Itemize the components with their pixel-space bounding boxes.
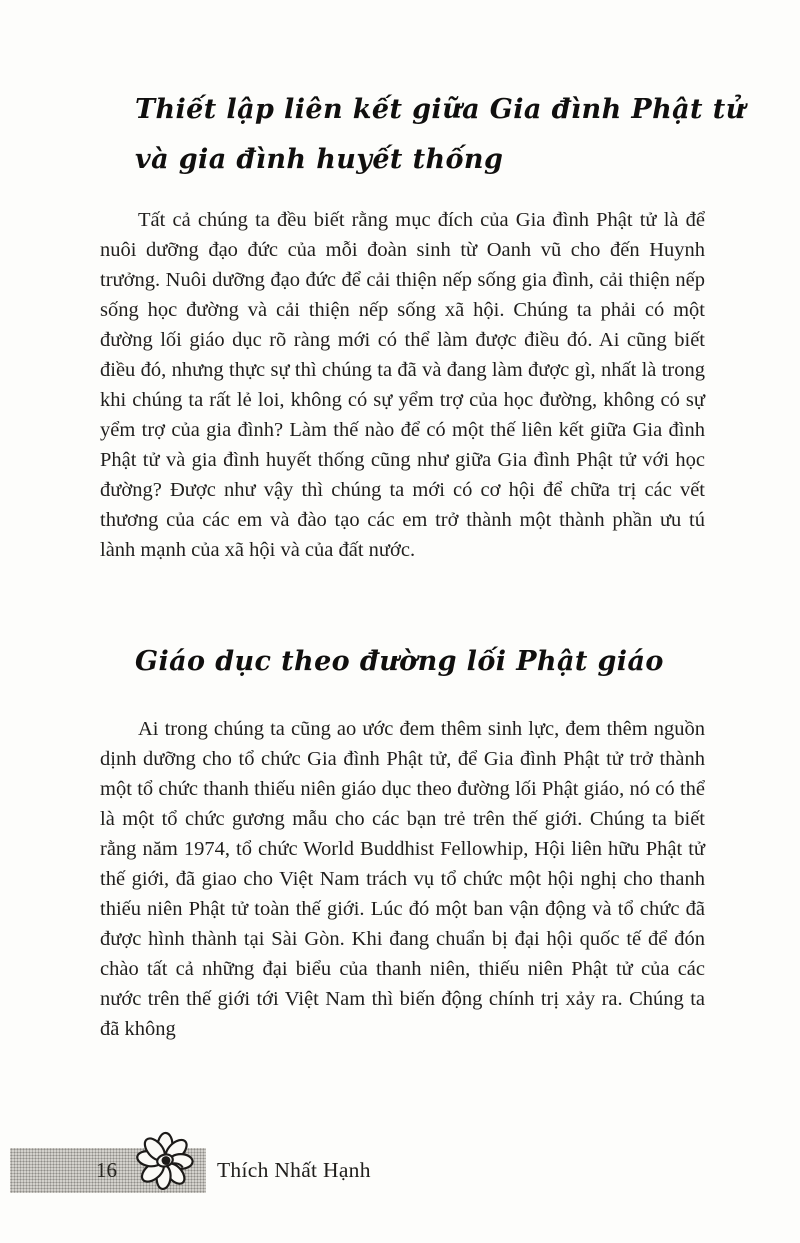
running-title-author: Thích Nhất Hạnh [217, 1158, 371, 1182]
section-heading-1 [135, 85, 746, 185]
heading-line: Thiết lập liên kết giữa Gia đình Phật tử [135, 94, 746, 125]
page-footer [0, 1139, 800, 1209]
page-number: 16 [96, 1158, 117, 1182]
paragraph-2: Ai trong chúng ta cũng ao ước đem thêm sinh lực, đem thêm nguồn dịnh dưỡng cho tổ chức Gia đình Phật tử, để Gia đình Phật tử trở thành một tổ chức thanh thiếu niên giáo dục theo đường lối Phật giáo, nó có thể là một tổ chức gương mẫu cho các bạn trẻ trên thế giới. Chúng ta biết rằng năm 1974, tổ chức World Buddhist Fellowhip, Hội liên hữu Phật tử thế giới, đã giao cho Việt Nam trách vụ tổ chức một hội nghị cho thanh thiếu niên Phật tử toàn thế giới. Lúc đó một ban vận động và tổ chức đã được hình thành tại Sài Gòn. Khi đang chuẩn bị đại hội quốc tế để đón chào tất cả những đại biểu của thanh niên, thiếu niên Phật tử của các nước trên thế giới tới Việt Nam thì biến động chính trị xảy ra. Chúng ta đã không [100, 718, 705, 1040]
heading-line: và gia đình huyết thống [135, 144, 504, 175]
heading-line: Giáo dục theo đường lối Phật giáo [135, 646, 664, 677]
paragraph-1: Tất cả chúng ta đều biết rằng mục đích của Gia đình Phật tử là để nuôi dưỡng đạo đức của mỗi đoàn sinh từ Oanh vũ cho đến Huynh trưởng. Nuôi dưỡng đạo đức để cải thiện nếp sống gia đình, cải thiện nếp sống học đường và cải thiện nếp sống xã hội. Chúng ta phải có một đường lối giáo dục rõ ràng mới có thể làm được điều đó. Ai cũng biết điều đó, nhưng thực sự thì chúng ta đã và đang làm được gì, nhất là trong khi chúng ta rất lẻ loi, không có sự yểm trợ của học đường, không có sự yểm trợ của gia đình? Làm thế nào để có một thế liên kết giữa Gia đình Phật tử và gia đình huyết thống cũng như giữa Gia đình Phật tử với học đường? Được như vậy thì chúng ta mới có cơ hội để chữa trị các vết thương của các em và đào tạo các em trở thành một thành phần ưu tú lành mạnh của xã hội và của đất nước. [100, 209, 705, 561]
section-heading-2 [135, 637, 705, 687]
page-content [100, 85, 746, 1044]
lotus-flower-icon [124, 1130, 206, 1193]
